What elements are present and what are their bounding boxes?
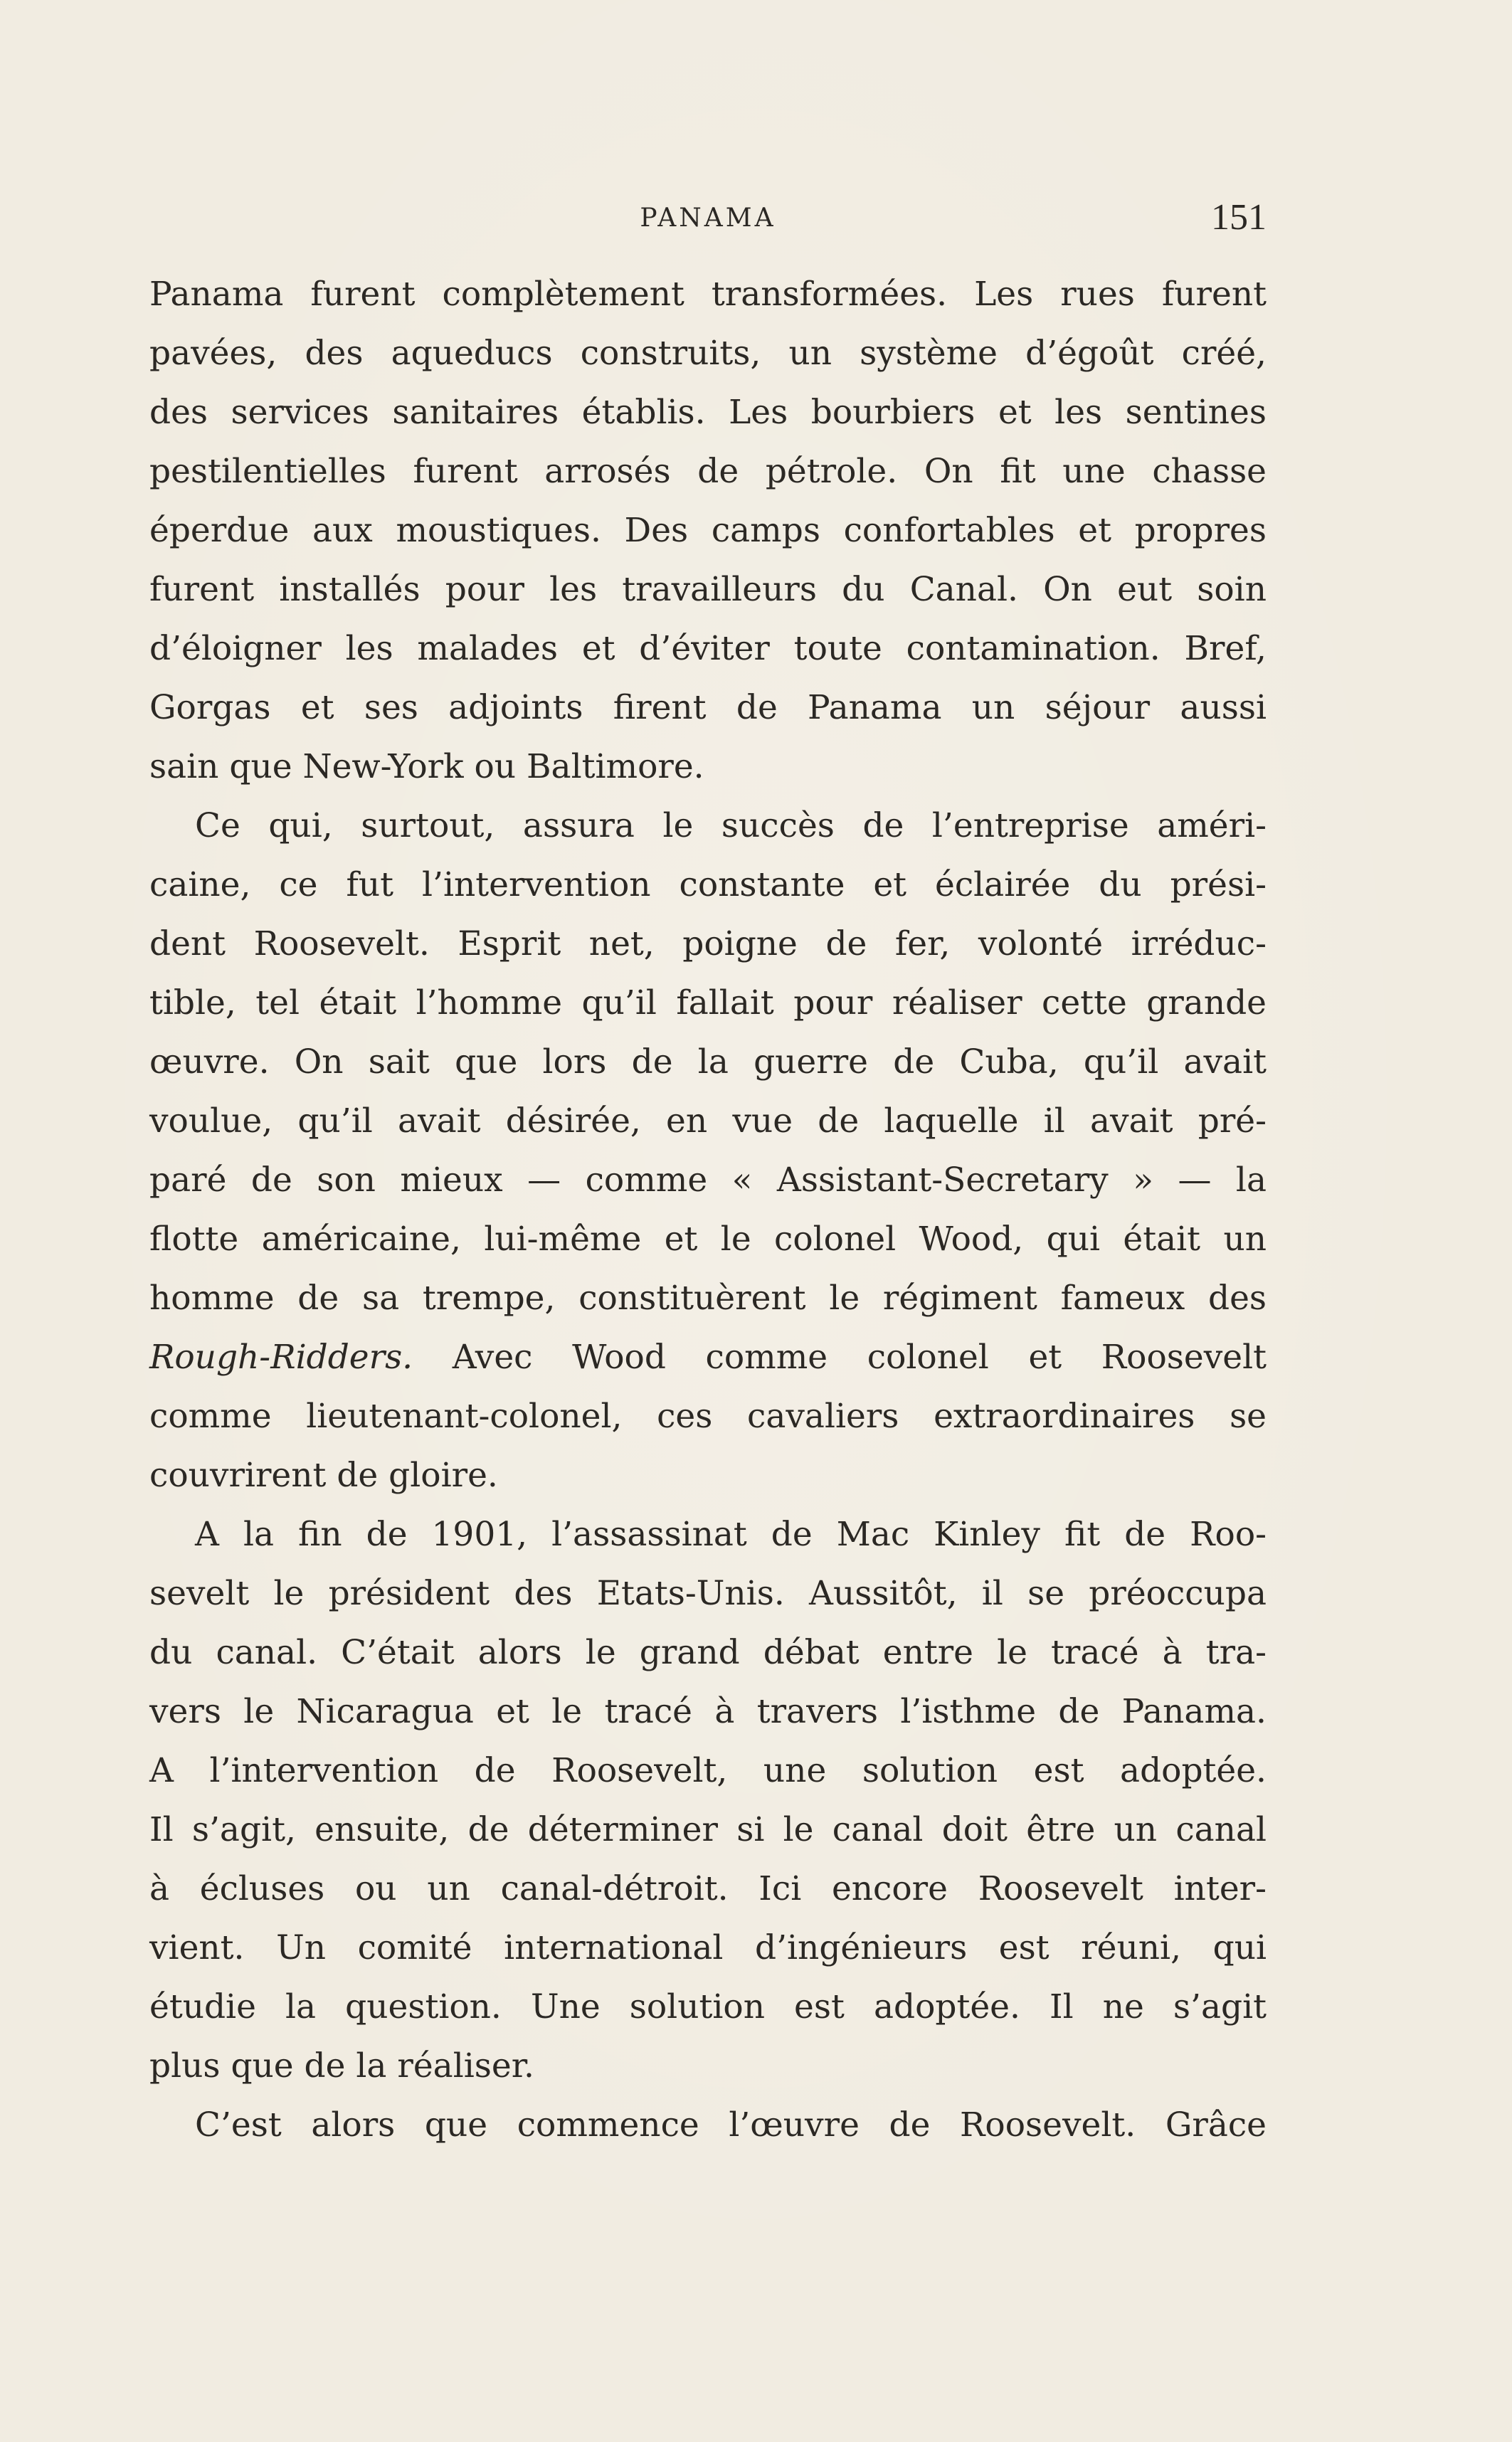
text-line: pestilentielles furent arrosés de pétrole. On fit une chasse xyxy=(149,452,1267,491)
text-line: caine, ce fut l’intervention constante et éclairée du prési- xyxy=(149,865,1267,904)
text-line: sevelt le président des Etats-Unis. Aussitôt, il se préoccupa xyxy=(149,1574,1267,1613)
body-text xyxy=(149,265,1267,2155)
running-head: PANAMA xyxy=(640,204,776,233)
text-line: étudie la question. Une solution est adoptée. Il ne s’agit xyxy=(149,1987,1267,2026)
text-line: vient. Un comité international d’ingénieurs est réuni, qui xyxy=(149,1928,1267,1967)
italic-title: Rough-Ridders. xyxy=(149,1338,413,1377)
text-line: à écluses ou un canal-détroit. Ici encore Roosevelt inter- xyxy=(149,1869,1267,1908)
text-line: Panama furent complètement transformées. Les rues furent xyxy=(149,275,1267,314)
text-line: C’est alors que commence l’œuvre de Roosevelt. Grâce xyxy=(195,2105,1267,2145)
text-line: sain que New-York ou Baltimore. xyxy=(149,747,704,786)
text-line: couvrirent de gloire. xyxy=(149,1456,498,1495)
text-line: œuvre. On sait que lors de la guerre de Cuba, qu’il avait xyxy=(149,1042,1267,1082)
text-line: Il s’agit, ensuite, de déterminer si le canal doit être un canal xyxy=(149,1810,1267,1849)
line-continuation: Avec Wood comme colonel et Roosevelt xyxy=(413,1338,1267,1377)
text-line: voulue, qu’il avait désirée, en vue de laquelle il avait pré- xyxy=(149,1101,1267,1141)
text-line: A la fin de 1901, l’assassinat de Mac Kinley fit de Roo- xyxy=(195,1515,1267,1554)
page-header xyxy=(149,196,1267,246)
page-number: 151 xyxy=(1211,197,1267,238)
text-line-with-italic xyxy=(149,1328,1267,1387)
text-line: homme de sa trempe, constituèrent le régiment fameux des xyxy=(149,1279,1267,1318)
text-line: dent Roosevelt. Esprit net, poigne de fer, volonté irréduc- xyxy=(149,924,1267,963)
text-line: d’éloigner les malades et d’éviter toute contamination. Bref, xyxy=(149,629,1267,668)
text-line: furent installés pour les travailleurs du Canal. On eut soin xyxy=(149,570,1267,609)
text-line: A l’intervention de Roosevelt, une solution est adoptée. xyxy=(149,1751,1267,1790)
text-line: plus que de la réaliser. xyxy=(149,2046,534,2086)
text-line: éperdue aux moustiques. Des camps confortables et propres xyxy=(149,511,1267,550)
text-line: du canal. C’était alors le grand débat entre le tracé à tra- xyxy=(149,1633,1267,1672)
text-line: tible, tel était l’homme qu’il fallait pour réaliser cette grande xyxy=(149,983,1267,1022)
text-line: Ce qui, surtout, assura le succès de l’entreprise améri- xyxy=(195,806,1267,845)
text-line: Gorgas et ses adjoints firent de Panama un séjour aussi xyxy=(149,688,1267,727)
text-line: pavées, des aqueducs construits, un système d’égoût créé, xyxy=(149,334,1267,373)
text-line: des services sanitaires établis. Les bourbiers et les sentines xyxy=(149,393,1267,432)
text-line: vers le Nicaragua et le tracé à travers l’isthme de Panama. xyxy=(149,1692,1267,1731)
text-line: flotte américaine, lui-même et le colonel Wood, qui était un xyxy=(149,1220,1267,1259)
text-line: paré de son mieux — comme « Assistant-Secretary » — la xyxy=(149,1161,1267,1200)
text-line: comme lieutenant-colonel, ces cavaliers extraordinaires se xyxy=(149,1397,1267,1436)
